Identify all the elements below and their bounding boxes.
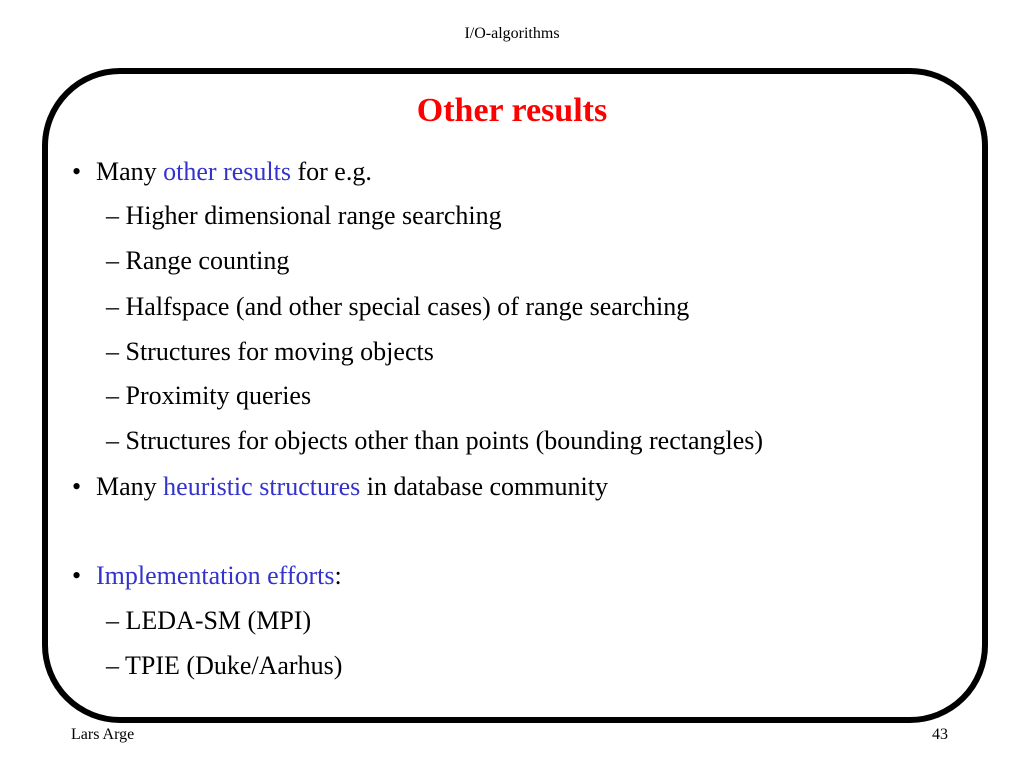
dash-marker: –	[106, 292, 119, 321]
bullet-suffix: for e.g.	[290, 157, 372, 186]
bullet-suffix: in database community	[360, 472, 608, 501]
sub-bullet-text: Higher dimensional range searching	[125, 201, 502, 230]
sub-bullet-item	[106, 606, 311, 636]
bullet-prefix: Many	[96, 472, 164, 501]
dash-marker: –	[106, 201, 119, 230]
bullet-highlight: Implementation efforts	[96, 561, 335, 590]
sub-bullet-text: Halfspace (and other special cases) of range searching	[125, 292, 690, 321]
sub-bullet-text: Structures for moving objects	[125, 337, 434, 366]
bullet-highlight: other results	[163, 157, 291, 186]
slide-title: Other results	[416, 92, 608, 129]
footer-author: Lars Arge	[71, 726, 135, 743]
sub-bullet-item	[106, 201, 502, 231]
bullet-text	[96, 157, 372, 187]
slide-header: I/O-algorithms	[464, 25, 560, 42]
dash-marker: –	[106, 381, 119, 410]
bullet-marker: •	[72, 157, 82, 186]
sub-bullet-text: TPIE (Duke/Aarhus)	[125, 651, 343, 680]
bullet-text	[96, 472, 608, 502]
bullet-marker: •	[72, 561, 82, 590]
dash-marker: –	[106, 426, 119, 455]
bullet-prefix: Many	[96, 157, 164, 186]
sub-bullet-item	[106, 381, 311, 411]
sub-bullet-item	[106, 246, 289, 276]
sub-bullet-item	[106, 337, 434, 367]
dash-marker: –	[106, 651, 119, 680]
dash-marker: –	[106, 337, 119, 366]
bullet-text	[96, 561, 342, 591]
sub-bullet-text: LEDA-SM (MPI)	[125, 606, 312, 635]
dash-marker: –	[106, 246, 119, 275]
sub-bullet-text: Proximity queries	[125, 381, 312, 410]
sub-bullet-item	[106, 292, 689, 322]
bullet-highlight: heuristic structures	[163, 472, 361, 501]
sub-bullet-text: Structures for objects other than points (bounding rectangles)	[125, 426, 764, 455]
dash-marker: –	[106, 606, 119, 635]
bullet-marker: •	[72, 472, 82, 501]
footer-page-number: 43	[932, 726, 948, 743]
bullet-suffix: :	[334, 561, 342, 590]
sub-bullet-item	[106, 426, 763, 456]
sub-bullet-text: Range counting	[125, 246, 290, 275]
sub-bullet-item	[106, 651, 342, 681]
